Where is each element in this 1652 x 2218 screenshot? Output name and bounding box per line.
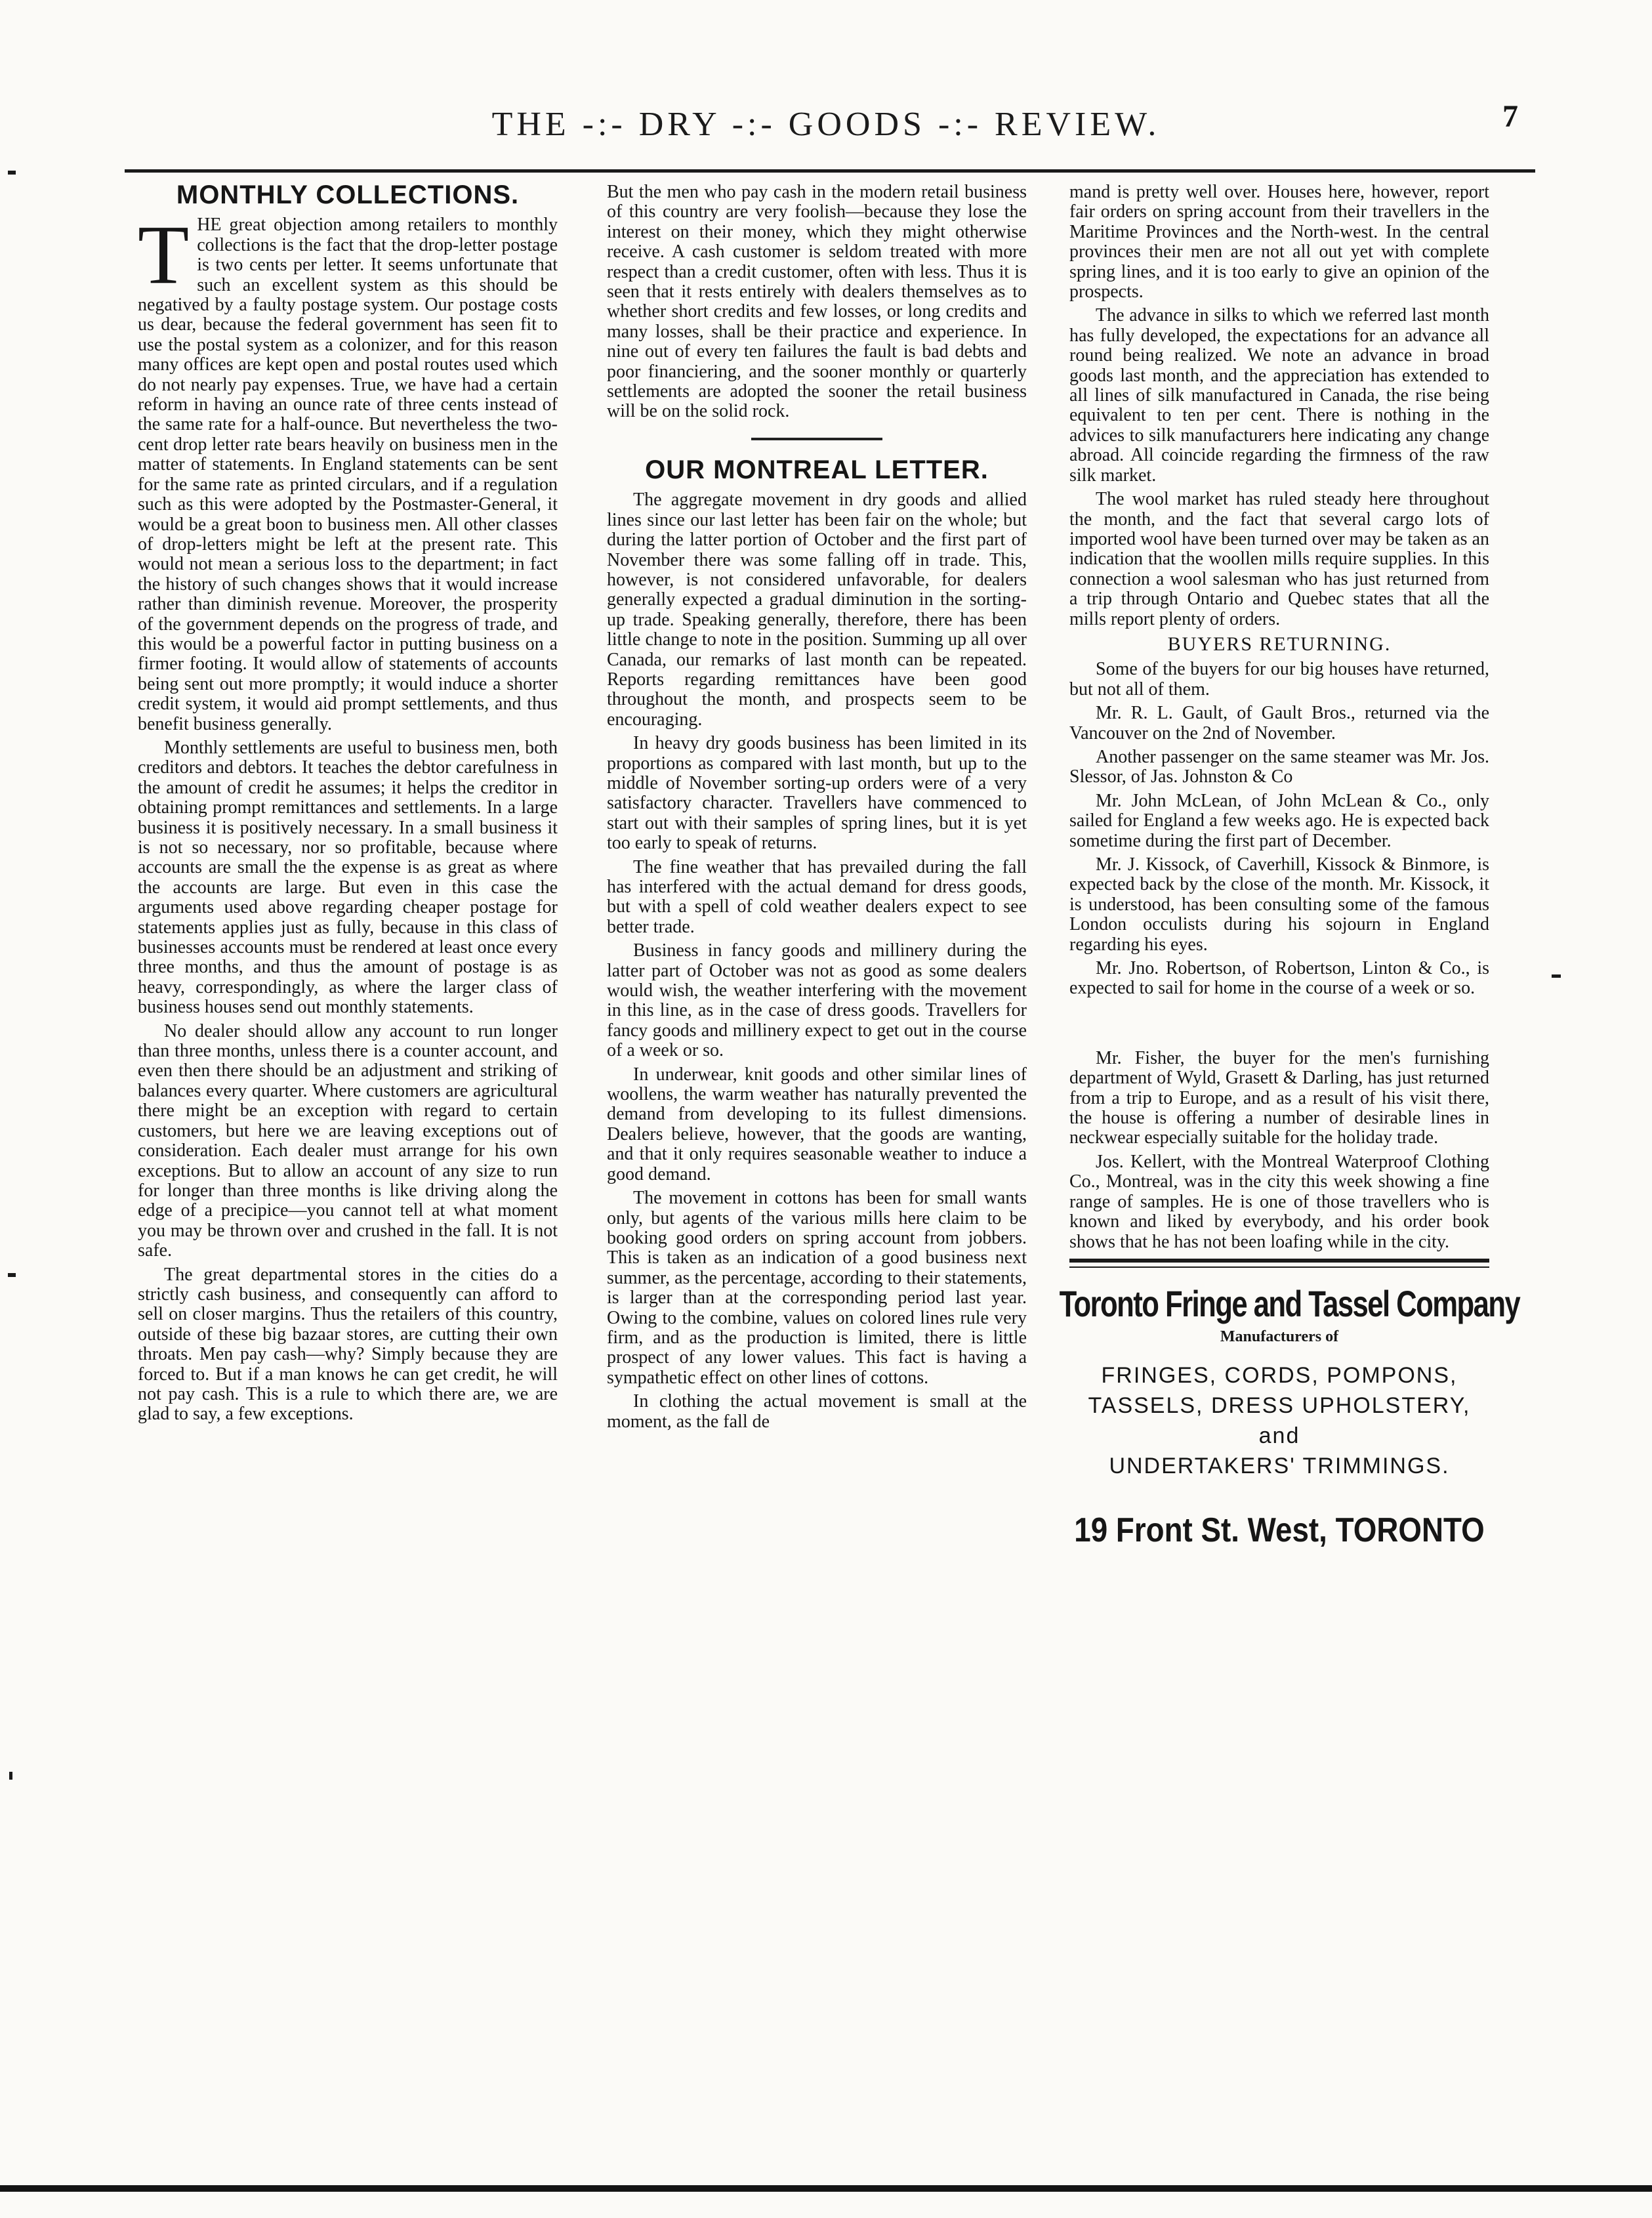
article-paragraph: Business in fancy goods and millinery during the latter part of October was not as good as some dealers would wish, the weather interfering with the movement in this line, as in the case of dress goods. Travellers for fancy goods and millinery expect to get out in the course of a week or so. <box>607 940 1027 1061</box>
section-divider <box>751 438 882 440</box>
column-montreal-letter <box>607 182 1027 1436</box>
article-paragraph: But the men who pay cash in the modern retail business of this country are very foolish—because they lose the interest on their money, which they might otherwise receive. A cash customer is seldom treated with more respect than a credit customer, often with less. Thus it is seen that it rests entirely with dealers themselves as to whether short credits and few losses, or long credits and many losses, shall be their practice and experience. In nine out of every ten failures the fault is bad debts and poor financiering, and the sooner monthly or quarterly settlements are adopted the sooner the retail business will be on the solid rock. <box>607 182 1027 422</box>
ad-products-line: UNDERTAKERS' TRIMMINGS. <box>1109 1453 1450 1478</box>
column-monthly-collections <box>138 182 558 1429</box>
article-paragraph: Some of the buyers for our big houses have returned, but not all of them. <box>1069 659 1489 700</box>
article-paragraph: The aggregate movement in dry goods and allied lines since our last letter has been fair on the whole; but during the latter portion of October and the first part of November there was some falling off in trade. This, however, is not considered unfavorable, for dealers generally expected a gradual diminution in the sorting-up trade. Speaking generally, therefore, there has been little change to note in the position. Summing up all over Canada, our remarks of last month can be repeated. Reports regarding remittances have been good throughout the month, and prospects seem to be encouraging. <box>607 490 1027 730</box>
ad-subtitle: Manufacturers of <box>1220 1328 1339 1346</box>
ad-products-line: FRINGES, CORDS, POMPONS, <box>1101 1362 1458 1388</box>
article-paragraph: Mr. R. L. Gault, of Gault Bros., returned via the Vancouver on the 2nd of November. <box>1069 703 1489 743</box>
article-paragraph: No dealer should allow any account to run longer than three months, unless there is a counter account, and even then there should be an adjustment and striking of balances every quarter. Where customers are agricultural there might be an exception with regard to certain customers, but here we are leaving exceptions out of consideration. Each dealer must arrange for his own exceptions. But to allow an account of any size to run for longer than three months is like driving along the edge of a precipice—you cannot tell at what moment you may be thrown over and crushed in the fall. It is not safe. <box>138 1020 558 1261</box>
article-paragraph: Jos. Kellert, with the Montreal Waterproof Clothing Co., Montreal, was in the city this week showing a fine range of samples. He is one of those travellers who is known and liked by everybody, and his order book shows that he has not been loafing while in the city. <box>1069 1151 1489 1252</box>
article-paragraph: In underwear, knit goods and other similar lines of woollens, the warm weather has naturally prevented the demand from developing to its fullest dimensions. Dealers believe, however, that the goods are wanting, and that it only requires seasonable weather to induce a good demand. <box>607 1064 1027 1184</box>
article-paragraph: Mr. John McLean, of John McLean & Co., only sailed for England a few weeks ago. He is expected back sometime during the first part of December. <box>1069 790 1489 851</box>
ad-address: 19 Front St. West, TORONTO <box>1074 1511 1485 1549</box>
paragraph-gap <box>1069 1003 1489 1049</box>
page-number: 7 <box>1502 99 1518 134</box>
header-rule <box>125 169 1535 173</box>
article-paragraph: In heavy dry goods business has been limited in its proportions as compared with last month, but up to the middle of November sorting-up orders were of a very satisfactory character. Travellers have commenced to start out with their samples of spring lines, but it is yet too early to speak of returns. <box>607 733 1027 854</box>
scan-speck <box>8 171 16 175</box>
article-heading-monthly-collections: MONTHLY COLLECTIONS. <box>176 180 520 209</box>
article-paragraph: The great departmental stores in the cities do a strictly cash business, and consequently can afford to sell on closer margins. Thus the retailers of this country, outside of these big bazaar stores, are cutting their own throats. Men pay cash—why? Simply because they are forced to. But if a man knows he can get credit, he will not pay cash. This is a rule to which there are, we are glad to say, a few exceptions. <box>138 1264 558 1425</box>
article-paragraph: The wool market has ruled steady here throughout the month, and the fact that several cargo lots of imported wool have been turned over may be taken as an indication that the woollen mills require supplies. In this connection a wool salesman who has just returned from a trip through Ontario and Quebec states that all the mills report plenty of orders. <box>1069 489 1489 629</box>
article-paragraph: mand is pretty well over. Houses here, however, report fair orders on spring account from their travellers in the Maritime Provinces and the North-west. In the central provinces their men are not all out yet with complete spring lines, and it is too early to give an opinion of the prospects. <box>1069 182 1489 303</box>
advertisement <box>1059 1282 1520 1549</box>
scan-speck <box>1552 974 1561 978</box>
article-paragraph: In clothing the actual movement is small at the moment, as the fall de <box>607 1391 1027 1432</box>
advertisement-rule <box>1069 1259 1489 1263</box>
article-paragraph: Mr. Fisher, the buyer for the men's furnishing department of Wyld, Grasett & Darling, has just returned from a trip to Europe, and as a result of his visit there, the house is offering a number of desirable lines in neckwear especially suitable for the holiday trade. <box>1069 1047 1489 1148</box>
page-header-title: THE -:- DRY -:- GOODS -:- REVIEW. <box>491 106 1161 143</box>
article-paragraph: Mr. Jno. Robertson, of Robertson, Linton & Co., is expected to sail for home in the course of a week or so. <box>1069 958 1489 999</box>
scan-speck <box>9 1772 12 1780</box>
ad-company-name: Toronto Fringe and Tassel Company <box>1059 1282 1520 1324</box>
article-paragraph: Monthly settlements are useful to business men, both creditors and debtors. It teaches the debtor carefulness in the amount of credit he assumes; it helps the creditor in obtaining prompt remittances and settlements. In a large business it is positively necessary. In a small business it is not so necessary, nor so profitable, because where accounts are small the the expense is as great as where the accounts are large. But even in this case the arguments used above regarding cheaper postage for statements applies just as fully, because in this class of businesses accounts must be rendered at least once every three months, and thus the amount of postage is as heavy, correspondingly, as where the larger class of business houses send out monthly statements. <box>138 737 558 1018</box>
advertisement-rule-thin <box>1069 1266 1489 1268</box>
article-paragraph: The fine weather that has prevailed during the fall has interfered with the actual demand for dress goods, but with a spell of cold weather dealers expect to see better trade. <box>607 856 1027 937</box>
article-paragraph <box>138 208 558 734</box>
article-paragraph: The advance in silks to which we referred last month has fully developed, the expectations for an advance all round being realized. We note an advance in broad goods last month, and the appreciation has extended to all lines of silk manufactured in Canada, the rise being equivalent to ten per cent. There is nothing in the advices to silk manufacturers here indicating any change abroad. All coincide regarding the firmness of the raw silk market. <box>1069 305 1489 486</box>
subheading-buyers-returning: BUYERS RETURNING. <box>1167 633 1392 655</box>
article-paragraph: The movement in cottons has been for small wants only, but agents of the various mills here claim to be booking good orders on spring account from jobbers. This is taken as an indication of a good business next summer, as the percentage, according to their statements, is larger than at the corresponding period last year. Owing to the combine, values on colored lines rule very firm, and as the production is limited, there is little prospect of any lower values. This fact is having a sympathetic effect on other lines of cottons. <box>607 1188 1027 1388</box>
article-paragraph: Mr. J. Kissock, of Caverhill, Kissock & Binmore, is expected back by the close of the month. Mr. Kissock, it is understood, has been consulting some of the famous London occulists during his sojourn in England regarding his eyes. <box>1069 854 1489 955</box>
article-paragraph: Another passenger on the same steamer was Mr. Jos. Slessor, of Jas. Johnston & Co <box>1069 746 1489 787</box>
page-bottom-rule <box>0 2185 1652 2192</box>
scan-speck <box>8 1273 16 1277</box>
article-heading-montreal-letter: OUR MONTREAL LETTER. <box>645 455 989 484</box>
paragraph-text: HE great objection among retailers to monthly collections is the fact that the drop-letter postage is two cents per letter. It seems unfortunate that such an excellent system as this should be negatived by a faulty postage system. Our postage costs us dear, because the federal government has seen fit to use the postal system as a colonizer, and for this reason many offices are kept open and postal routes used which do not nearly pay expenses. True, we have had a certain reform in having an ounce rate of three cents instead of the same rate for a half-ounce. But nevertheless the two-cent drop letter rate bears heavily on business men in the matter of statements. In England statements can be sent for the same rate as printed circulars, and if a regulation such as this were adopted by the Postmaster-General, it would be a great boon to business men. All other classes of drop-letters might be left at the present rate. This would not mean a serious loss to the department; in fact the history of such changes shows that it would increase rather than diminish revenue. Moreover, the prosperity of the government depends on the progress of trade, and this would be a powerful factor in putting business on a firmer footing. It would allow of statements of accounts being sent out more promptly; it would induce a shorter credit system, it would aid prompt settlements, and thus benefit business generally. <box>138 215 558 734</box>
column-three <box>1059 182 1520 1549</box>
ad-products-line: TASSELS, DRESS UPHOLSTERY, and <box>1088 1392 1471 1448</box>
drop-cap: T <box>138 208 190 302</box>
